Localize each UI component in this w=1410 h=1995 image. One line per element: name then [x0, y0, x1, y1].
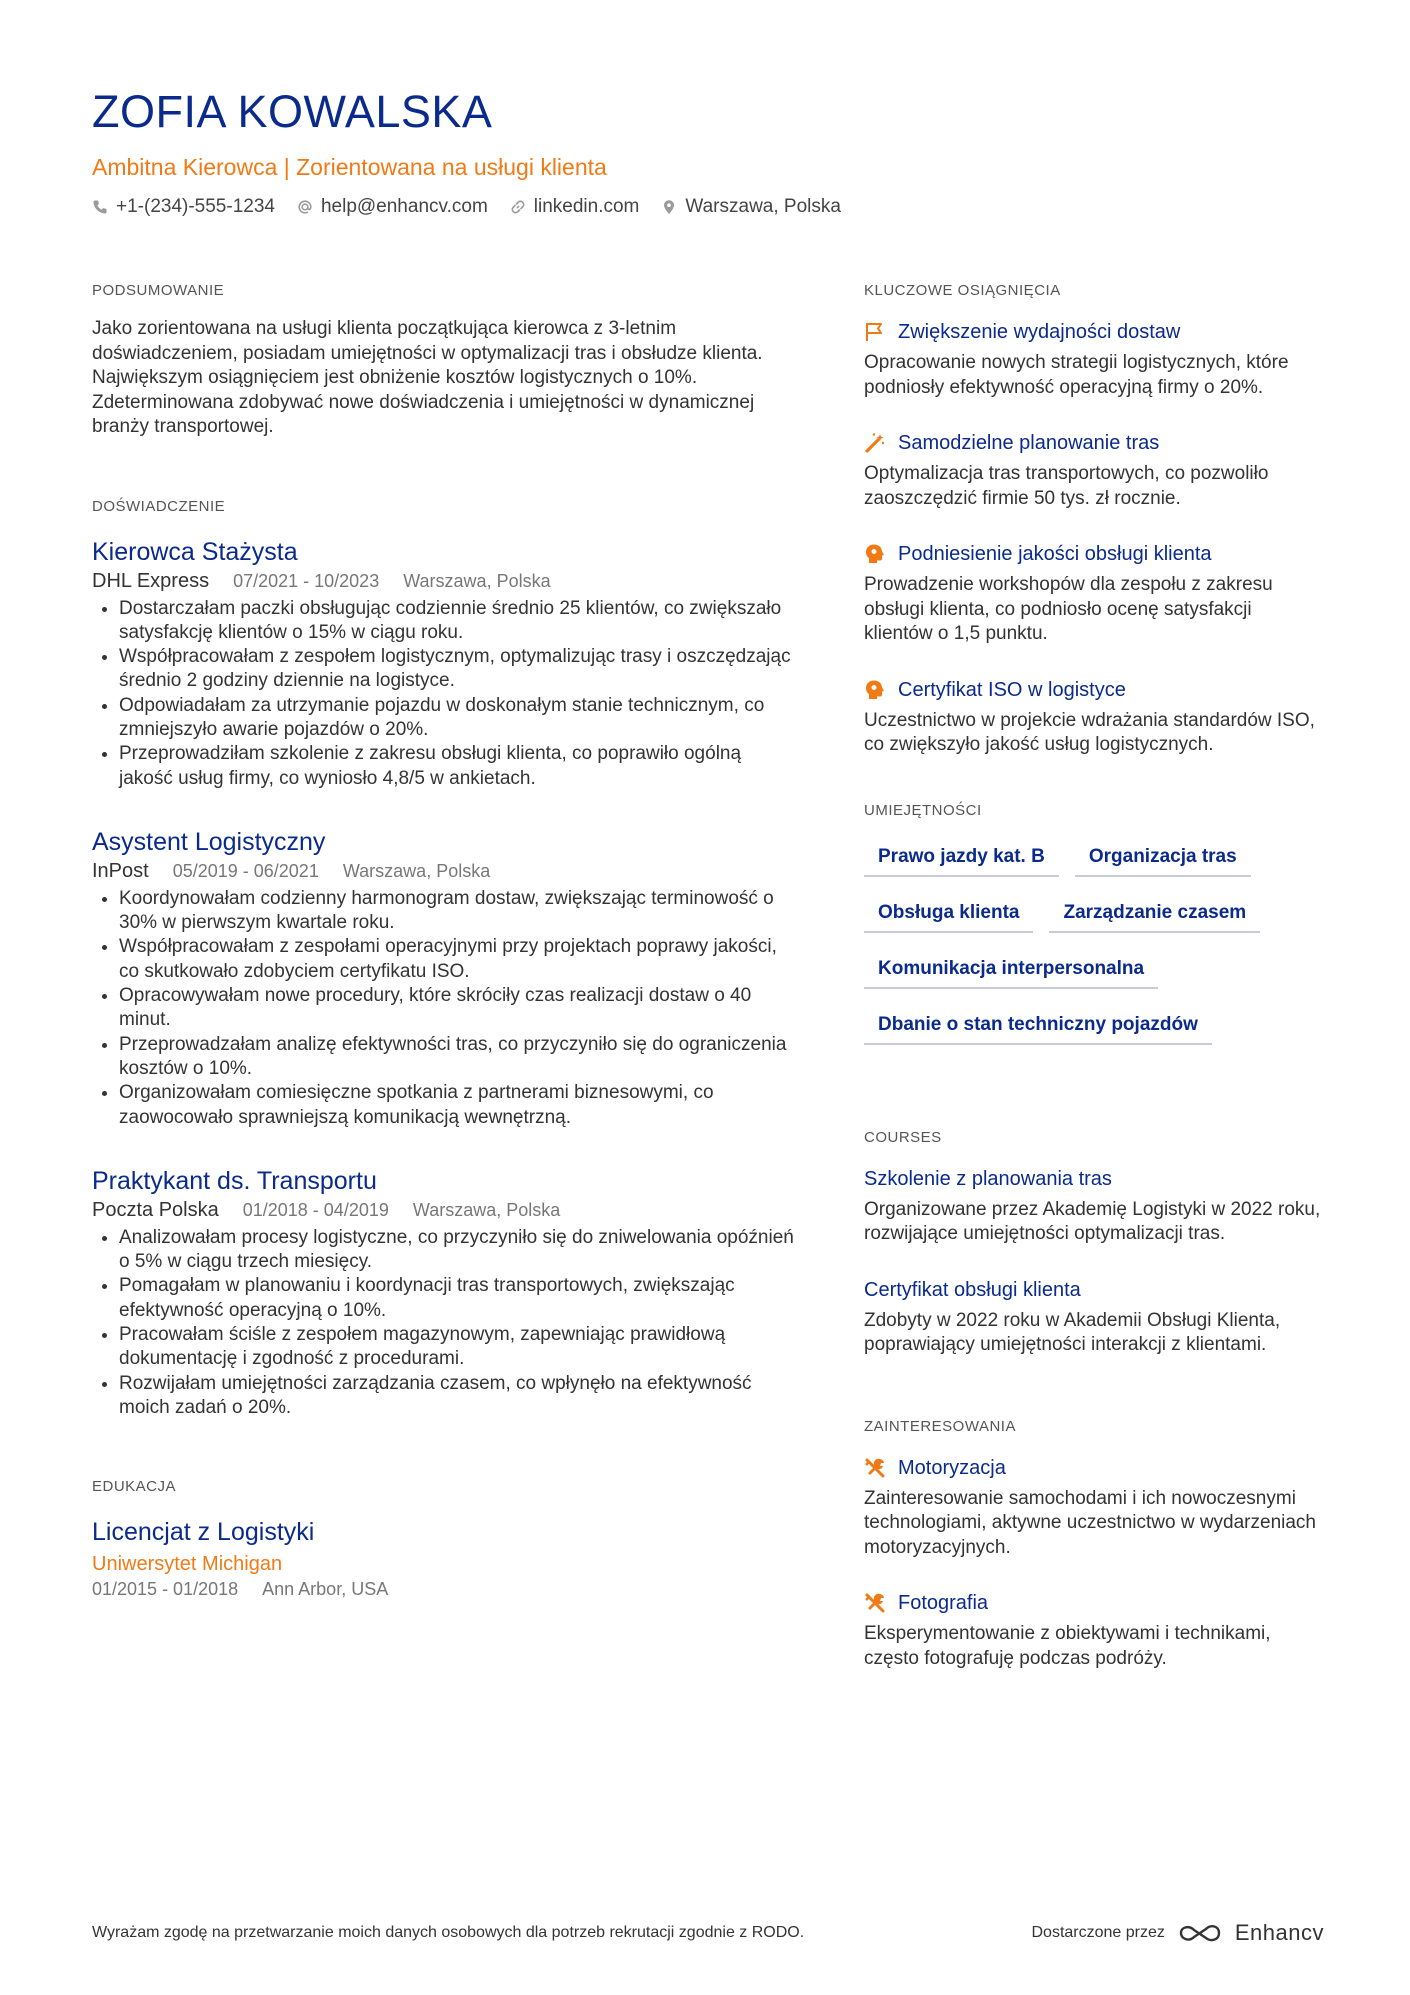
experience-entry	[92, 827, 797, 1130]
left-column	[92, 282, 797, 1602]
enhancv-logo-icon	[1177, 1921, 1223, 1945]
course-text: Zdobyty w 2022 roku w Akademii Obsługi Klienta, poprawiający umiejętności interakcji z klientami.	[864, 1309, 1281, 1355]
experience-section	[92, 498, 797, 1421]
achievement-title-row	[864, 677, 1324, 703]
skill-tag: Obsługa klienta	[864, 901, 1033, 933]
job-dates: 05/2019 - 06/2021	[172, 860, 319, 881]
achievement-title: Certyfikat ISO w logistyce	[898, 678, 1126, 701]
interest-text: Eksperymentowanie z obiektywami i technikami, często fotografuję podczas podróży.	[864, 1623, 1271, 1669]
education-location: Ann Arbor, USA	[262, 1579, 389, 1600]
candidate-subtitle: Ambitna Kierowca | Zorientowana na usługi klienta	[92, 154, 607, 180]
course-title: Certyfikat obsługi klienta	[864, 1278, 1081, 1301]
education-section	[92, 1478, 797, 1602]
job-title: Praktykant ds. Transportu	[92, 1166, 377, 1195]
skills-section	[864, 802, 1324, 1045]
interest-item	[864, 1590, 1324, 1671]
job-meta	[92, 568, 797, 594]
experience-entry	[92, 1166, 797, 1420]
phone-text: +1-(234)-555-1234	[116, 196, 275, 217]
bullet-item: • Organizowałam comiesięczne spotkania z partnerami biznesowymi, co zaowocowało sprawniejszą komunikacją wewnętrzną.	[119, 1081, 797, 1130]
contact-phone[interactable]	[92, 194, 275, 220]
brand-name: Enhancv	[1234, 1920, 1324, 1945]
bullet-item: • Rozwijałam umiejętności zarządzania czasem, co wpłynęło na efektywność moich zadań o 20%.	[119, 1372, 797, 1421]
magic-wand-icon	[864, 432, 886, 454]
job-title: Kierowca Stażysta	[92, 537, 298, 566]
courses-section	[864, 1129, 1324, 1358]
summary-section	[92, 282, 797, 440]
job-dates: 07/2021 - 10/2023	[233, 570, 380, 591]
contact-location	[661, 194, 841, 220]
header	[92, 84, 1332, 220]
interest-text: Zainteresowanie samochodami i ich nowoczesnymi technologiami, aktywne uczestnictwo w wydarzeniach motoryzacyjnych.	[864, 1487, 1316, 1558]
contact-linkedin[interactable]	[510, 194, 640, 220]
bullet-item: • Analizowałam procesy logistyczne, co przyczyniło się do zniwelowania opóźnień o 5% w ciągu trzech miesięcy.	[119, 1226, 797, 1275]
at-icon	[297, 199, 313, 215]
company-name: InPost	[92, 859, 149, 882]
course-text: Organizowane przez Akademię Logistyki w 2022 roku, rozwijające umiejętności optymalizacji tras.	[864, 1198, 1321, 1244]
job-bullets	[92, 887, 797, 1130]
interest-title: Fotografia	[898, 1592, 989, 1614]
location-pin-icon	[661, 199, 677, 215]
bullet-item: • Współpracowałam z zespołami operacyjnymi przy projektach poprawy jakości, co skutkowało zdobyciem certyfikatu ISO.	[119, 935, 797, 984]
achievement-title: Samodzielne planowanie tras	[898, 432, 1160, 454]
bullet-item: • Pracowałam ściśle z zespołem magazynowym, zapewniając prawidłową dokumentację i zgodność z procedurami.	[119, 1323, 797, 1372]
skill-tag: Prawo jazdy kat. B	[864, 845, 1059, 877]
powered-by[interactable]	[1031, 1920, 1324, 1946]
bullet-item: • Współpracowałam z zespołem logistycznym, optymalizując trasy i oszczędzając średnio 2 godziny dziennie na logistyce.	[119, 645, 797, 694]
skills-list	[864, 845, 1324, 1045]
job-location: Warszawa, Polska	[342, 860, 491, 881]
achievement-title-row	[864, 541, 1324, 567]
bullet-item: • Dostarczałam paczki obsługując codziennie średnio 25 klientów, co zwiększało satysfakcję klientów o 15% w ciągu roku.	[119, 597, 797, 646]
job-dates: 01/2018 - 04/2019	[242, 1199, 389, 1220]
achievement-text: Optymalizacja tras transportowych, co pozwoliło zaoszczędzić firmie 50 tys. zł rocznie.	[864, 463, 1269, 509]
job-title: Asystent Logistyczny	[92, 827, 326, 856]
achievement-item	[864, 677, 1324, 758]
bullet-item: • Pomagałam w planowaniu i koordynacji tras transportowych, zwiększając efektywność operacyjną o 10%.	[119, 1274, 797, 1323]
head-icon	[864, 543, 886, 565]
email-text: help@enhancv.com	[320, 196, 488, 217]
gdpr-consent: Wyrażam zgodę na przetwarzanie moich danych osobowych dla potrzeb rekrutacji zgodnie z RODO.	[92, 1924, 805, 1941]
candidate-name: ZOFIA KOWALSKA	[92, 86, 493, 137]
experience-heading: DOŚWIADCZENIE	[92, 497, 226, 515]
interest-title-row	[864, 1455, 1324, 1481]
powered-by-label: Dostarczone przez	[1031, 1924, 1165, 1941]
achievements-section	[864, 282, 1324, 758]
achievement-item	[864, 430, 1324, 511]
link-icon	[510, 199, 526, 215]
phone-icon	[92, 199, 108, 215]
contact-email[interactable]	[297, 194, 488, 220]
flag-icon	[864, 321, 886, 343]
skill-tag: Dbanie o stan techniczny pojazdów	[864, 1013, 1212, 1045]
skills-heading: UMIEJĘTNOŚCI	[864, 801, 982, 819]
tools-icon	[864, 1457, 886, 1479]
achievements-heading: KLUCZOWE OSIĄGNIĘCIA	[864, 282, 1061, 299]
course-title: Szkolenie z planowania tras	[864, 1167, 1112, 1190]
achievement-text: Prowadzenie workshopów dla zespołu z zakresu obsługi klienta, co podniosło ocenę satysfakcji klientów o 1,5 punktu.	[864, 574, 1273, 644]
skill-tag: Komunikacja interpersonalna	[864, 957, 1158, 989]
achievement-title: Podniesienie jakości obsługi klienta	[898, 543, 1212, 565]
skill-tag: Organizacja tras	[1075, 845, 1251, 877]
interest-title-row	[864, 1590, 1324, 1616]
achievement-text: Opracowanie nowych strategii logistycznych, które podniosły efektywność operacyjną firmy o 20%.	[864, 352, 1289, 398]
head-icon	[864, 679, 886, 701]
right-column	[864, 282, 1324, 1701]
job-location: Warszawa, Polska	[403, 570, 551, 591]
experience-entry	[92, 537, 797, 791]
contact-bar	[92, 194, 1332, 220]
summary-text: Jako zorientowana na usługi klienta początkująca kierowca z 3-letnim doświadczeniem, posiadam umiejętności w optymalizacji tras i obsłudze klienta. Największym osiągnięciem jest obniżenie kosztów logistycznych o 10%. Zdeterminowana zdobywać nowe doświadczenia i umiejętności w dynamicznej branży transportowej.	[92, 318, 763, 437]
job-meta	[92, 1197, 797, 1223]
job-bullets	[92, 1226, 797, 1420]
interests-section	[864, 1418, 1324, 1672]
achievement-item	[864, 319, 1324, 400]
tools-icon	[864, 1592, 886, 1614]
achievement-item	[864, 541, 1324, 647]
bullet-item: • Odpowiadałam za utrzymanie pojazdu w doskonałym stanie technicznym, co zmniejszyło awarie pojazdów o 20%.	[119, 694, 797, 743]
interest-item	[864, 1455, 1324, 1561]
interests-heading: ZAINTERESOWANIA	[864, 1417, 1016, 1435]
school-name: Uniwersytet Michigan	[92, 1553, 283, 1576]
courses-heading: COURSES	[864, 1128, 942, 1146]
course-item	[864, 1166, 1324, 1247]
location-text: Warszawa, Polska	[685, 196, 841, 217]
bullet-item: • Opracowywałam nowe procedury, które skróciły czas realizacji dostaw o 40 minut.	[119, 984, 797, 1033]
job-bullets	[92, 597, 797, 791]
job-location: Warszawa, Polska	[412, 1199, 561, 1220]
education-meta	[92, 1577, 797, 1602]
summary-heading: PODSUMOWANIE	[92, 282, 225, 299]
footer	[92, 1920, 1324, 1946]
bullet-item: • Przeprowadziłam szkolenie z zakresu obsługi klienta, co poprawiło ogólną jakość usług firmy, co wyniosło 4,8/5 w ankietach.	[119, 742, 797, 791]
bullet-item: • Koordynowałam codzienny harmonogram dostaw, zwiększając terminowość o 30% w pierwszym kwartale roku.	[119, 887, 797, 936]
achievement-title-row	[864, 319, 1324, 345]
bullet-item: • Przeprowadzałam analizę efektywności tras, co przyczyniło się do ograniczenia kosztów o 10%.	[119, 1033, 797, 1082]
achievement-title: Zwiększenie wydajności dostaw	[898, 321, 1181, 343]
skill-tag: Zarządzanie czasem	[1049, 901, 1260, 933]
linkedin-text: linkedin.com	[533, 196, 640, 217]
job-meta	[92, 858, 797, 884]
education-dates: 01/2015 - 01/2018	[92, 1579, 239, 1600]
course-item	[864, 1277, 1324, 1358]
company-name: DHL Express	[92, 569, 210, 592]
education-heading: EDUKACJA	[92, 1478, 177, 1496]
degree-title: Licencjat z Logistyki	[92, 1518, 315, 1547]
interest-title: Motoryzacja	[898, 1456, 1006, 1479]
company-name: Poczta Polska	[92, 1198, 219, 1221]
achievement-title-row	[864, 430, 1324, 456]
achievement-text: Uczestnictwo w projekcie wdrażania standardów ISO, co zwiększyło jakość usług logistycznych.	[864, 709, 1315, 755]
